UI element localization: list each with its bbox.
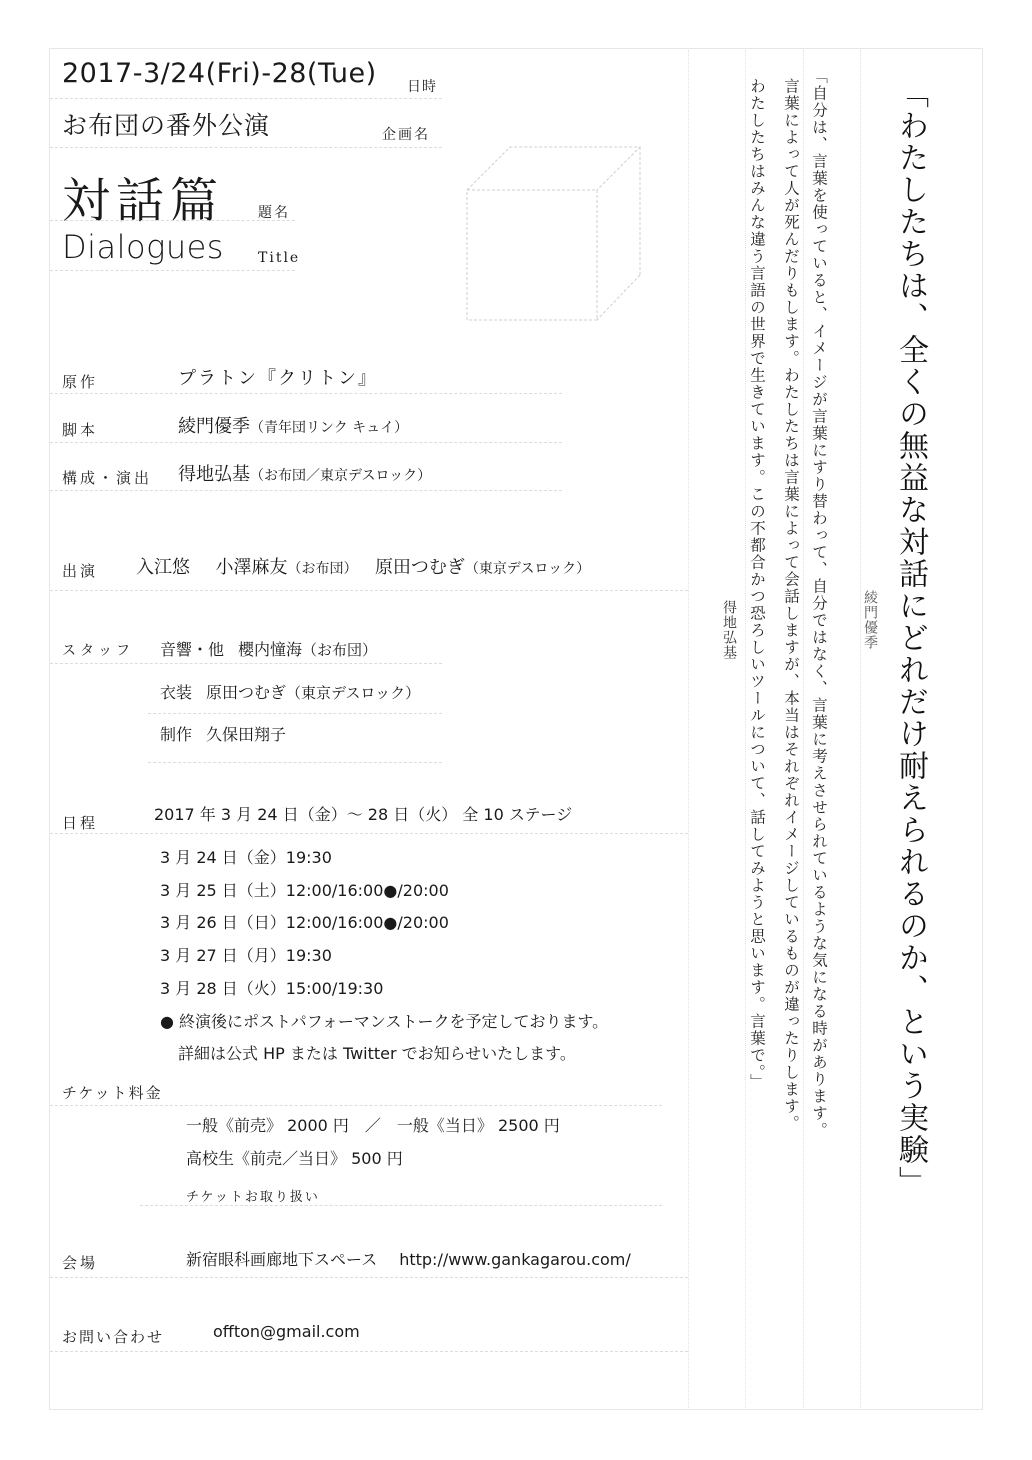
project-name: お布団の番外公演	[62, 111, 271, 140]
staff-row: 衣装 原田つむぎ（東京デスロック）	[160, 683, 421, 702]
credit-label-script: 脚本	[62, 421, 99, 439]
divider	[50, 1277, 688, 1278]
schedule-row: 3 月 27 日（月）19:30	[160, 946, 332, 965]
title-english: Dialogues	[62, 228, 224, 266]
date-label: 日時	[407, 79, 437, 95]
schedule-label: 日程	[62, 814, 99, 832]
ticket-price-general: 一般《前売》 2000 円 ／ 一般《当日》 2500 円	[186, 1116, 560, 1135]
divider	[50, 442, 562, 443]
ticket-price-student: 高校生《前売／当日》 500 円	[186, 1149, 403, 1168]
divider	[50, 590, 688, 591]
guide-line	[688, 50, 689, 1408]
title-en-label: Title	[258, 250, 301, 266]
divider	[50, 147, 442, 148]
main-quote-author: 綾門優季	[862, 590, 878, 650]
divider	[148, 713, 442, 714]
cast-label: 出演	[62, 562, 99, 580]
guide-line	[803, 50, 804, 1408]
schedule-row: 3 月 28 日（火）15:00/19:30	[160, 979, 384, 998]
credit-label-direction: 構成・演出	[62, 469, 153, 487]
venue-name: 新宿眼科画廊地下スペース	[186, 1250, 378, 1269]
staff-row: 制作 久保田翔子	[160, 725, 287, 744]
staff-label: スタッフ	[62, 643, 134, 659]
cast-member: 小澤麻友	[215, 557, 288, 578]
divider	[50, 98, 442, 99]
venue-info	[186, 1247, 631, 1270]
divider	[140, 1205, 662, 1206]
ticket-label: チケット料金	[62, 1084, 163, 1102]
divider	[50, 1105, 662, 1106]
divider	[50, 663, 442, 664]
divider	[50, 490, 562, 491]
schedule-row: 3 月 25 日（土）12:00/16:00●/20:00	[160, 881, 449, 900]
divider	[148, 762, 442, 763]
event-date: 2017-3/24(Fri)-28(Tue)	[62, 58, 377, 89]
director-quote-line: わたしたちはみんな違う言語の世界で生きています。この不都合かつ恐ろしいツールについて、話してみようと思います。言葉で。」	[748, 78, 766, 1091]
cast-member: 入江悠	[136, 557, 190, 578]
cube-icon	[460, 140, 650, 330]
post-talk-note: ● 終演後にポストパフォーマンストークを予定しております。	[160, 1012, 609, 1031]
venue-label: 会場	[62, 1254, 99, 1272]
divider	[50, 220, 295, 221]
credit-value-original: プラトン『クリトン』	[178, 368, 378, 389]
divider	[50, 393, 562, 394]
divider	[50, 1351, 688, 1352]
director-quote-line: 「自分は、言葉を使っていると、イメージが言葉にすり替わって、自分ではなく、言葉に考えさせられているような気になる時があります。	[810, 68, 828, 1139]
details-note: 詳細は公式 HP または Twitter でお知らせいたします。	[178, 1044, 576, 1063]
credit-value-direction: 得地弘基（お布団／東京デスロック）	[178, 464, 432, 485]
director-quote-line: 言葉によって人が死んだりもします。わたしたちは言葉によって会話しますが、本当はそれぞれイメージしているものが違ったりします。	[782, 78, 800, 1132]
schedule-row: 3 月 26 日（日）12:00/16:00●/20:00	[160, 913, 449, 932]
project-label: 企画名	[382, 127, 430, 143]
guide-line	[860, 50, 861, 1408]
cast-member: 原田つむぎ	[374, 557, 465, 578]
schedule-row: 3 月 24 日（金）19:30	[160, 848, 332, 867]
title-ja-label: 題名	[258, 205, 290, 221]
credit-label-original: 原作	[62, 373, 99, 391]
director-quote-author: 得地弘基	[721, 600, 737, 660]
contact-label: お問い合わせ	[62, 1328, 165, 1346]
cast-list: 入江悠 小澤麻友（お布団） 原田つむぎ（東京デスロック）	[136, 557, 591, 578]
title-japanese: 対話篇	[62, 173, 225, 229]
schedule-summary: 2017 年 3 月 24 日（金）～ 28 日（火） 全 10 ステージ	[154, 805, 573, 824]
venue-url-link[interactable]: http://www.gankagarou.com/	[399, 1250, 631, 1269]
divider	[50, 270, 295, 271]
ticket-handling-label: チケットお取り扱い	[186, 1190, 320, 1205]
divider	[50, 833, 688, 834]
contact-email-link[interactable]: offton@gmail.com	[213, 1322, 360, 1341]
credit-value-script: 綾門優季（青年団リンク キュイ）	[178, 416, 409, 437]
main-quote: 「わたしたちは、全くの無益な対話にどれだけ耐えられるのか、という実験」	[893, 78, 928, 1198]
staff-row: 音響・他 櫻内憧海（お布団）	[160, 640, 378, 659]
